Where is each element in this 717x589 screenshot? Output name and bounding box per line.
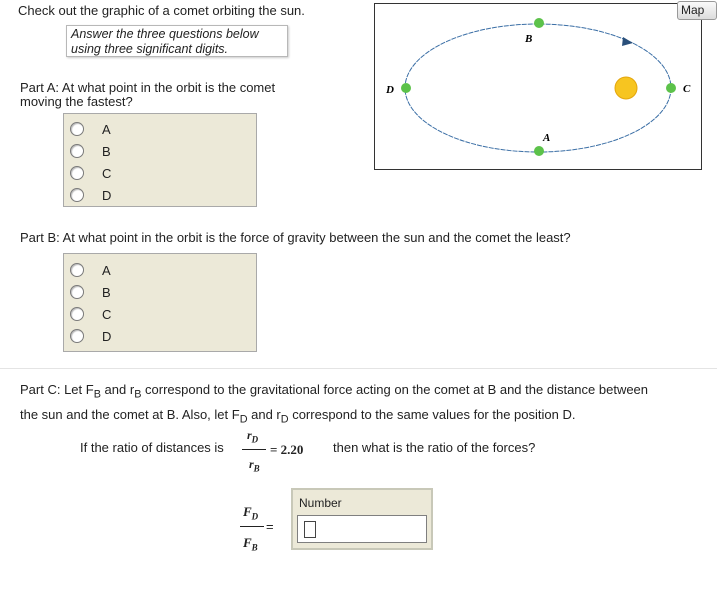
ratio-fraction-bar — [242, 449, 266, 450]
radio-button[interactable] — [70, 122, 84, 136]
part-b-text: : At what point in the orbit is the force of gravity between the sun and the comet the least? — [56, 230, 571, 245]
part-b-question — [20, 231, 571, 245]
part-a-option-d[interactable]: D — [70, 185, 111, 205]
radio-button[interactable] — [70, 307, 84, 321]
force-numerator: $F_D$ — [243, 504, 259, 522]
then-label: then what is the ratio of the forces? — [333, 440, 536, 455]
number-answer-box — [291, 488, 433, 550]
label-c: C — [683, 83, 691, 95]
intro-text: Check out the graphic of a comet orbiting the sun. — [18, 3, 305, 18]
part-c-question — [20, 380, 710, 429]
radio-button[interactable] — [70, 188, 84, 202]
part-b-option-b[interactable]: B — [70, 282, 111, 302]
part-a-prefix: Part A — [20, 80, 56, 95]
radio-button[interactable] — [70, 144, 84, 158]
instruction-note: Answer the three questions below using three significant digits. — [66, 25, 288, 57]
part-a-question — [20, 81, 310, 109]
part-b-prefix: Part B — [20, 230, 57, 245]
part-a-option-a[interactable]: A — [70, 119, 111, 139]
radio-button[interactable] — [70, 263, 84, 277]
point-b-marker — [534, 18, 544, 28]
point-a-marker — [534, 146, 544, 156]
part-b-option-d[interactable]: D — [70, 326, 111, 346]
part-c-line-1: Part C: Let $F_B$ and $r_B$ correspond to the gravitational force acting on the comet at B and the distance between — [20, 382, 649, 401]
ratio-denominator: $r_B$ — [249, 457, 260, 474]
part-b-option-a[interactable]: A — [70, 260, 111, 280]
input-cursor — [304, 521, 316, 538]
part-b-options — [63, 253, 257, 352]
map-button[interactable] — [677, 1, 717, 20]
section-divider — [0, 368, 717, 369]
part-a-options — [63, 113, 257, 207]
number-label: Number — [299, 496, 342, 510]
label-d: D — [386, 84, 394, 96]
map-button-label: Map — [681, 3, 705, 17]
label-a: A — [543, 132, 551, 144]
part-a-option-c[interactable]: C — [70, 163, 111, 183]
part-c-line-2: the sun and the comet at B. Also, let $F_D$ and $r_D$ correspond to the same values for the position D. — [20, 406, 576, 426]
radio-button[interactable] — [70, 285, 84, 299]
number-input[interactable] — [297, 515, 427, 543]
point-c-marker — [666, 83, 676, 93]
orbit-svg — [375, 4, 701, 169]
orbit-diagram — [374, 3, 705, 170]
ratio-value: = 2.20 — [270, 442, 304, 457]
force-denominator: $F_B$ — [243, 535, 258, 553]
sun-icon — [615, 77, 637, 99]
label-b: B — [525, 33, 533, 45]
orbit-direction-arrow — [622, 37, 633, 46]
ratio-label: If the ratio of distances is — [80, 440, 224, 455]
part-c-prefix: Part C — [20, 382, 57, 397]
ratio-numerator: $r_D$ — [247, 428, 259, 445]
part-a-text: : At what point in the orbit is the comet moving the fastest? — [20, 80, 276, 109]
radio-button[interactable] — [70, 166, 84, 180]
force-fraction-bar — [240, 526, 264, 527]
point-d-marker — [401, 83, 411, 93]
force-equals: = — [266, 519, 274, 534]
part-b-option-c[interactable]: C — [70, 304, 111, 324]
radio-button[interactable] — [70, 329, 84, 343]
part-a-option-b[interactable]: B — [70, 141, 111, 161]
